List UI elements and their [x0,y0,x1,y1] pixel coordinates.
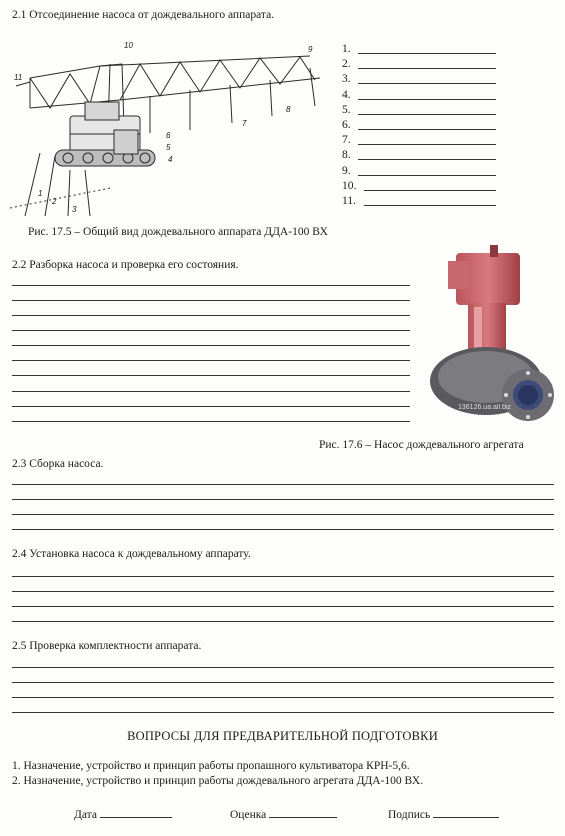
photo-watermark: 136126.ua.all.biz [458,404,511,411]
date-blank[interactable] [100,807,172,818]
answer-line[interactable] [12,375,410,376]
figure-17-6-caption: Рис. 17.6 – Насос дождевального агрегата [319,439,524,451]
date-label: Дата [74,809,97,821]
answer-line[interactable] [12,514,554,515]
callout-2: 2 [52,197,57,206]
blank-line[interactable] [358,159,496,160]
blank-row: 5. [342,103,356,118]
callout-3: 3 [72,205,77,214]
section-2-3-title: 2.3 Сборка насоса. [12,458,104,470]
question-2: 2. Назначение, устройство и принцип работы дождевального агрегата ДДА-100 ВХ. [12,775,424,787]
grade-label: Оценка [230,809,267,821]
answer-line[interactable] [12,391,410,392]
answer-line[interactable] [12,406,410,407]
blank-row: 10. [342,179,356,194]
blank-line[interactable] [358,129,496,130]
blank-line[interactable] [358,53,496,54]
blank-line[interactable] [358,114,496,115]
callout-4: 4 [168,155,173,164]
blank-line[interactable] [364,205,496,206]
signature-field [388,807,499,821]
answer-line[interactable] [12,697,554,698]
answer-line[interactable] [12,330,410,331]
grade-field [230,807,337,821]
blank-row: 8. [342,148,356,163]
signature-blank[interactable] [433,807,499,818]
blank-line[interactable] [358,175,496,176]
callout-7: 7 [242,119,247,128]
answer-line[interactable] [12,606,554,607]
callout-1: 1 [38,189,43,198]
answer-line[interactable] [12,621,554,622]
blank-row: 6. [342,118,356,133]
callout-10: 10 [124,41,133,50]
parts-blank-list [342,42,356,209]
blank-line[interactable] [358,144,496,145]
callout-5: 5 [166,143,171,152]
signature-label: Подпись [388,809,431,821]
questions-heading: ВОПРОСЫ ДЛЯ ПРЕДВАРИТЕЛЬНОЙ ПОДГОТОВКИ [127,729,438,743]
blank-line[interactable] [364,190,496,191]
callout-9: 9 [308,45,313,54]
callout-11: 11 [14,73,23,82]
sprinkler-machine-illustration [10,38,330,216]
blank-row: 3. [342,72,356,87]
answer-line[interactable] [12,300,410,301]
answer-line[interactable] [12,667,554,668]
answer-line[interactable] [12,529,554,530]
blank-row: 1. [342,42,356,57]
section-2-2-title: 2.2 Разборка насоса и проверка его состояния. [12,259,239,271]
callout-6: 6 [166,131,171,140]
section-2-4-title: 2.4 Установка насоса к дождевальному аппарату. [12,548,251,560]
answer-line[interactable] [12,499,554,500]
question-1: 1. Назначение, устройство и принцип работы пропашного культиватора КРН-5,6. [12,760,410,772]
answer-line[interactable] [12,682,554,683]
answer-line[interactable] [12,591,554,592]
answer-line[interactable] [12,712,554,713]
answer-line[interactable] [12,285,410,286]
blank-row: 7. [342,133,356,148]
grade-blank[interactable] [269,807,337,818]
section-2-1-title: 2.1 Отсоединение насоса от дождевального аппарата. [12,9,275,21]
pump-photo [428,243,558,431]
answer-line[interactable] [12,360,410,361]
answer-line[interactable] [12,484,554,485]
date-field [74,807,172,821]
answer-line[interactable] [12,576,554,577]
blank-row: 11. [342,194,356,209]
answer-line[interactable] [12,421,410,422]
answer-line[interactable] [12,345,410,346]
figure-17-5-caption: Рис. 17.5 – Общий вид дождевального аппарата ДДА-100 ВХ [28,226,328,238]
blank-row: 4. [342,88,356,103]
answer-line[interactable] [12,315,410,316]
blank-line[interactable] [358,83,496,84]
callout-8: 8 [286,105,291,114]
blank-line[interactable] [358,68,496,69]
blank-row: 2. [342,57,356,72]
blank-row: 9. [342,164,356,179]
section-2-5-title: 2.5 Проверка комплектности аппарата. [12,640,202,652]
blank-line[interactable] [358,99,496,100]
